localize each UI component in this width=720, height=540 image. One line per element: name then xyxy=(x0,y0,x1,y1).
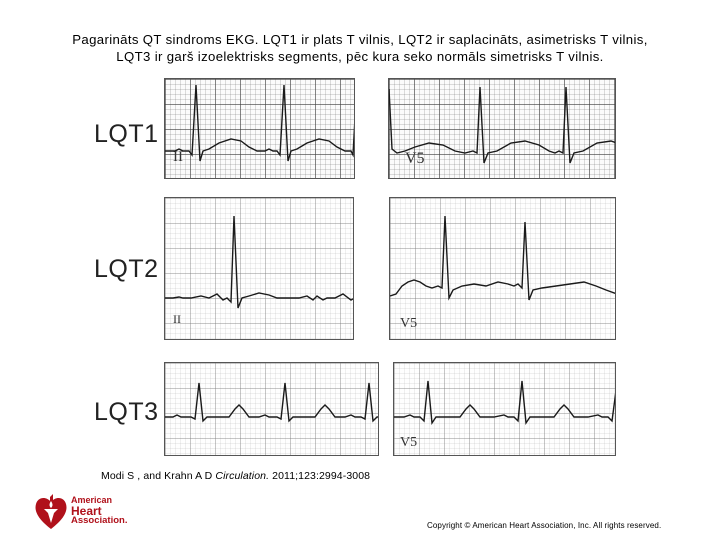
citation-authors: Modi S , and Krahn A D xyxy=(101,470,213,482)
lead-label-v5: V5 xyxy=(400,316,418,331)
ekg-trace-lqt1-ii xyxy=(165,79,355,179)
citation xyxy=(101,470,370,482)
ekg-lqt1-lead-v5 xyxy=(388,78,616,179)
ekg-trace-lqt3-v5 xyxy=(394,363,616,456)
lead-label-ii: II xyxy=(173,312,181,326)
lead-label-v5: V5 xyxy=(400,435,418,450)
logo-wordmark xyxy=(71,495,128,527)
figure-title xyxy=(10,31,710,65)
ekg-lqt3-lead-v5 xyxy=(393,362,616,456)
title-line-2: LQT3 ir garš izoelektrisks segments, pēc kura seko normāls simetrisks T vilnis. xyxy=(116,49,604,64)
row-label-lqt1: LQT1 xyxy=(94,120,159,148)
logo-line-2: Heart xyxy=(71,503,102,518)
ekg-lqt2-lead-ii xyxy=(164,197,354,340)
title-line-1: Pagarināts QT sindroms EKG. LQT1 ir plats T vilnis, LQT2 ir saplacināts, asimetrisks T vilnis, xyxy=(72,32,648,47)
lead-label-v5: V5 xyxy=(405,150,425,167)
logo-line-3: Association. xyxy=(71,515,128,526)
citation-journal: Circulation. xyxy=(215,470,270,482)
aha-logo xyxy=(34,493,154,533)
ekg-trace-lqt2-v5 xyxy=(390,198,616,340)
lead-label-ii: II xyxy=(173,149,183,165)
ekg-trace-lqt3-left xyxy=(165,363,379,456)
citation-details: 2011;123:2994-3008 xyxy=(272,470,371,482)
heart-torch-icon xyxy=(34,493,68,531)
row-label-lqt2: LQT2 xyxy=(94,255,159,283)
ekg-trace-lqt2-ii xyxy=(165,198,354,340)
row-label-lqt3: LQT3 xyxy=(94,398,159,426)
ekg-lqt3-lead-left xyxy=(164,362,379,456)
logo-line-1: American xyxy=(71,495,113,505)
ekg-lqt1-lead-ii xyxy=(164,78,355,179)
ekg-lqt2-lead-v5 xyxy=(389,197,616,340)
copyright-notice: Copyright © American Heart Association, Inc. All rights reserved. xyxy=(427,521,662,530)
